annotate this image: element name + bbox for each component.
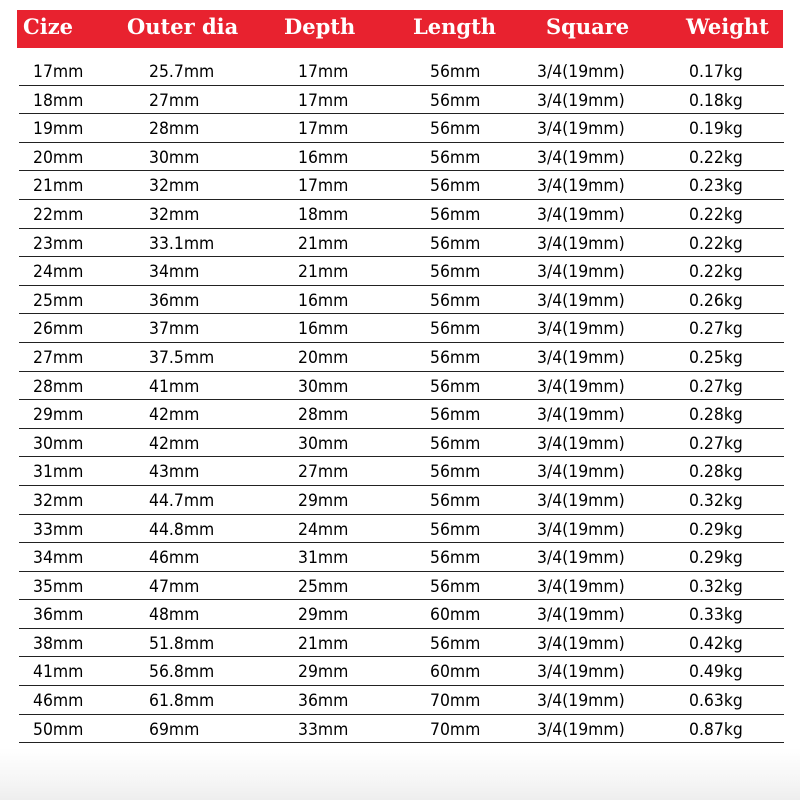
table-body [19, 57, 784, 743]
cell-weight: 0.23kg [689, 176, 743, 197]
cell-size: 21mm [33, 176, 84, 197]
cell-weight: 0.22kg [689, 147, 743, 168]
cell-weight: 0.42kg [689, 633, 743, 654]
table-row [19, 200, 784, 229]
cell-depth: 16mm [298, 290, 349, 311]
cell-outer-dia: 36mm [149, 290, 200, 311]
cell-size: 30mm [33, 433, 84, 454]
table-row [19, 286, 784, 315]
cell-length: 70mm [430, 719, 481, 740]
cell-square: 3/4(19mm) [537, 633, 625, 654]
table-row [19, 143, 784, 172]
table-row [19, 229, 784, 258]
cell-square: 3/4(19mm) [537, 119, 625, 140]
cell-depth: 21mm [298, 233, 349, 254]
cell-outer-dia: 30mm [149, 147, 200, 168]
cell-size: 22mm [33, 204, 84, 225]
cell-size: 18mm [33, 90, 84, 111]
table-row [19, 372, 784, 401]
table-row [19, 686, 784, 715]
cell-square: 3/4(19mm) [537, 319, 625, 340]
cell-outer-dia: 34mm [149, 262, 200, 283]
table-row [19, 429, 784, 458]
cell-outer-dia: 42mm [149, 433, 200, 454]
cell-weight: 0.32kg [689, 576, 743, 597]
cell-square: 3/4(19mm) [537, 462, 625, 483]
table-row [19, 457, 784, 486]
header-weight: Weight [686, 14, 769, 39]
cell-depth: 18mm [298, 204, 349, 225]
cell-depth: 21mm [298, 633, 349, 654]
cell-outer-dia: 33.1mm [149, 233, 215, 254]
cell-length: 70mm [430, 691, 481, 712]
cell-size: 36mm [33, 605, 84, 626]
cell-weight: 0.32kg [689, 490, 743, 511]
cell-outer-dia: 44.8mm [149, 519, 215, 540]
cell-depth: 25mm [298, 576, 349, 597]
cell-length: 56mm [430, 233, 481, 254]
cell-square: 3/4(19mm) [537, 662, 625, 683]
cell-outer-dia: 69mm [149, 719, 200, 740]
cell-length: 56mm [430, 633, 481, 654]
cell-outer-dia: 44.7mm [149, 490, 215, 511]
cell-size: 34mm [33, 548, 84, 569]
cell-outer-dia: 37.5mm [149, 347, 215, 368]
table-row [19, 715, 784, 744]
cell-square: 3/4(19mm) [537, 576, 625, 597]
cell-length: 60mm [430, 605, 481, 626]
cell-square: 3/4(19mm) [537, 233, 625, 254]
cell-weight: 0.27kg [689, 319, 743, 340]
cell-square: 3/4(19mm) [537, 204, 625, 225]
cell-outer-dia: 48mm [149, 605, 200, 626]
cell-length: 56mm [430, 204, 481, 225]
cell-length: 56mm [430, 462, 481, 483]
cell-weight: 0.22kg [689, 262, 743, 283]
cell-depth: 17mm [298, 90, 349, 111]
cell-length: 56mm [430, 119, 481, 140]
cell-square: 3/4(19mm) [537, 347, 625, 368]
cell-length: 56mm [430, 347, 481, 368]
cell-size: 50mm [33, 719, 84, 740]
cell-weight: 0.49kg [689, 662, 743, 683]
cell-outer-dia: 47mm [149, 576, 200, 597]
cell-depth: 17mm [298, 176, 349, 197]
cell-size: 28mm [33, 376, 84, 397]
table-row [19, 486, 784, 515]
cell-length: 56mm [430, 176, 481, 197]
table-row [19, 543, 784, 572]
cell-depth: 28mm [298, 405, 349, 426]
cell-weight: 0.17kg [689, 62, 743, 82]
cell-depth: 30mm [298, 376, 349, 397]
header-length: Length [413, 14, 497, 39]
table-row [19, 515, 784, 544]
cell-size: 31mm [33, 462, 84, 483]
cell-weight: 0.18kg [689, 90, 743, 111]
table-row [19, 629, 784, 658]
cell-length: 56mm [430, 90, 481, 111]
cell-size: 20mm [33, 147, 84, 168]
cell-length: 56mm [430, 262, 481, 283]
cell-length: 56mm [430, 376, 481, 397]
cell-length: 56mm [430, 405, 481, 426]
cell-square: 3/4(19mm) [537, 490, 625, 511]
cell-weight: 0.26kg [689, 290, 743, 311]
cell-length: 60mm [430, 662, 481, 683]
cell-length: 56mm [430, 290, 481, 311]
cell-outer-dia: 43mm [149, 462, 200, 483]
table-row [19, 257, 784, 286]
cell-square: 3/4(19mm) [537, 405, 625, 426]
cell-length: 56mm [430, 319, 481, 340]
header-size: Cize [23, 14, 73, 39]
cell-size: 23mm [33, 233, 84, 254]
cell-weight: 0.27kg [689, 376, 743, 397]
cell-length: 56mm [430, 62, 481, 82]
cell-weight: 0.63kg [689, 691, 743, 712]
cell-depth: 17mm [298, 119, 349, 140]
cell-square: 3/4(19mm) [537, 262, 625, 283]
cell-square: 3/4(19mm) [537, 62, 625, 82]
table-row [19, 657, 784, 686]
table-row [19, 114, 784, 143]
cell-weight: 0.28kg [689, 462, 743, 483]
cell-length: 56mm [430, 147, 481, 168]
cell-size: 41mm [33, 662, 84, 683]
table-row [19, 400, 784, 429]
cell-square: 3/4(19mm) [537, 176, 625, 197]
cell-depth: 29mm [298, 605, 349, 626]
table-row [19, 314, 784, 343]
cell-weight: 0.29kg [689, 519, 743, 540]
cell-size: 27mm [33, 347, 84, 368]
cell-size: 29mm [33, 405, 84, 426]
header-depth: Depth [284, 14, 356, 39]
cell-length: 56mm [430, 576, 481, 597]
cell-length: 56mm [430, 433, 481, 454]
table-row [19, 171, 784, 200]
cell-square: 3/4(19mm) [537, 719, 625, 740]
cell-depth: 36mm [298, 691, 349, 712]
cell-weight: 0.19kg [689, 119, 743, 140]
table-row [19, 57, 784, 86]
cell-weight: 0.22kg [689, 233, 743, 254]
cell-weight: 0.25kg [689, 347, 743, 368]
cell-weight: 0.33kg [689, 605, 743, 626]
table-row [19, 600, 784, 629]
cell-size: 46mm [33, 691, 84, 712]
cell-size: 25mm [33, 290, 84, 311]
cell-depth: 31mm [298, 548, 349, 569]
cell-outer-dia: 51.8mm [149, 633, 215, 654]
cell-size: 17mm [33, 62, 84, 82]
cell-size: 19mm [33, 119, 84, 140]
bottom-shadow [0, 748, 800, 800]
cell-outer-dia: 42mm [149, 405, 200, 426]
cell-square: 3/4(19mm) [537, 605, 625, 626]
cell-weight: 0.28kg [689, 405, 743, 426]
cell-outer-dia: 37mm [149, 319, 200, 340]
cell-square: 3/4(19mm) [537, 519, 625, 540]
cell-square: 3/4(19mm) [537, 290, 625, 311]
cell-outer-dia: 61.8mm [149, 691, 215, 712]
cell-outer-dia: 32mm [149, 204, 200, 225]
cell-outer-dia: 56.8mm [149, 662, 215, 683]
cell-outer-dia: 46mm [149, 548, 200, 569]
header-outer-dia: Outer dia [127, 14, 239, 39]
cell-depth: 21mm [298, 262, 349, 283]
cell-size: 24mm [33, 262, 84, 283]
cell-length: 56mm [430, 519, 481, 540]
cell-outer-dia: 25.7mm [149, 62, 215, 82]
cell-weight: 0.29kg [689, 548, 743, 569]
cell-outer-dia: 41mm [149, 376, 200, 397]
cell-depth: 27mm [298, 462, 349, 483]
table-row [19, 86, 784, 115]
cell-length: 56mm [430, 548, 481, 569]
cell-square: 3/4(19mm) [537, 691, 625, 712]
cell-depth: 17mm [298, 62, 349, 82]
cell-depth: 29mm [298, 662, 349, 683]
cell-weight: 0.22kg [689, 204, 743, 225]
cell-size: 38mm [33, 633, 84, 654]
cell-depth: 30mm [298, 433, 349, 454]
cell-outer-dia: 32mm [149, 176, 200, 197]
cell-depth: 16mm [298, 319, 349, 340]
table-header [17, 10, 783, 48]
cell-depth: 29mm [298, 490, 349, 511]
cell-square: 3/4(19mm) [537, 147, 625, 168]
cell-outer-dia: 28mm [149, 119, 200, 140]
cell-depth: 20mm [298, 347, 349, 368]
header-square: Square [546, 14, 630, 39]
cell-length: 56mm [430, 490, 481, 511]
cell-square: 3/4(19mm) [537, 433, 625, 454]
cell-size: 33mm [33, 519, 84, 540]
table-row [19, 572, 784, 601]
cell-size: 32mm [33, 490, 84, 511]
cell-outer-dia: 27mm [149, 90, 200, 111]
cell-weight: 0.27kg [689, 433, 743, 454]
cell-size: 35mm [33, 576, 84, 597]
cell-square: 3/4(19mm) [537, 90, 625, 111]
table-row [19, 343, 784, 372]
cell-weight: 0.87kg [689, 719, 743, 740]
cell-square: 3/4(19mm) [537, 376, 625, 397]
cell-depth: 33mm [298, 719, 349, 740]
cell-size: 26mm [33, 319, 84, 340]
cell-square: 3/4(19mm) [537, 548, 625, 569]
cell-depth: 24mm [298, 519, 349, 540]
cell-depth: 16mm [298, 147, 349, 168]
